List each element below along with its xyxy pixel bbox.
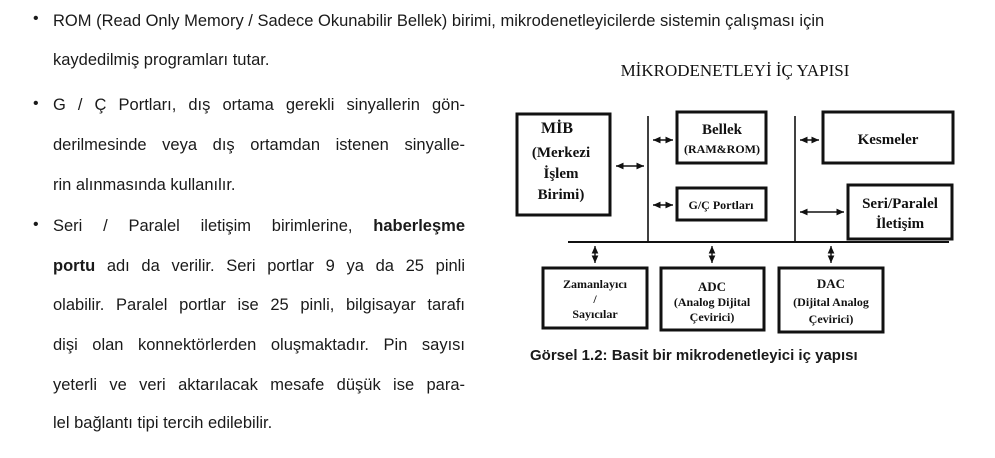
diagram-title: MİKRODENETLEYİ İÇ YAPISI bbox=[620, 61, 850, 80]
text-line: yeterli ve veri aktarılacak mesafe düşük ise para- bbox=[53, 376, 465, 394]
text-line: rin alınmasında kullanılır. bbox=[53, 176, 236, 194]
bellek-label: Bellek bbox=[702, 122, 742, 138]
figure-caption: Görsel 1.2: Basit bir mikrodenetleyici iç yapısı bbox=[530, 347, 858, 364]
dac-label: DAC bbox=[816, 276, 846, 291]
text-line: G / Ç Portları, dış ortama gerekli sinyallerin gön- bbox=[53, 96, 465, 114]
zamanlayici-label: Zamanlayıcı bbox=[562, 277, 628, 291]
microcontroller-diagram bbox=[505, 50, 975, 340]
bold-term: portu bbox=[53, 257, 96, 275]
zamanlayici-label: Sayıcılar bbox=[572, 307, 618, 321]
adc-label: Çevirici) bbox=[689, 310, 735, 324]
gc-label: G/Ç Portları bbox=[688, 198, 754, 212]
dac-label: Çevirici) bbox=[808, 312, 854, 326]
seri-paralel-label: İletişim bbox=[875, 216, 925, 232]
kesmeler-label: Kesmeler bbox=[857, 132, 919, 148]
text-span: Seri / Paralel iletişim birimlerine, bbox=[53, 217, 374, 235]
seri-paralel-label: Seri/Paralel bbox=[862, 196, 938, 212]
bullet-marker: • bbox=[33, 95, 39, 112]
mib-label: Birimi) bbox=[537, 187, 585, 203]
dac-label: (Dijital Analog bbox=[793, 295, 869, 309]
text-line bbox=[53, 256, 465, 276]
text-span: adı da verilir. Seri portlar 9 ya da 25 pinli bbox=[95, 257, 465, 275]
text-line bbox=[53, 216, 465, 236]
adc-label: (Analog Dijital bbox=[673, 295, 751, 309]
mib-label: İşlem bbox=[543, 166, 579, 182]
mib-label: (Merkezi bbox=[531, 145, 591, 161]
text-line: lel bağlantı tipi tercih edilebilir. bbox=[53, 414, 273, 432]
bellek-label: (RAM&ROM) bbox=[684, 142, 760, 156]
text-line: olabilir. Paralel portlar ise 25 pinli, bilgisayar tarafı bbox=[53, 296, 465, 314]
text-line: ROM (Read Only Memory / Sadece Okunabilir Bellek) birimi, mikrodenetleyicilerde sistemin çalışması için bbox=[53, 12, 825, 30]
text-line: kaydedilmiş programları tutar. bbox=[53, 51, 270, 69]
bullet-marker: • bbox=[33, 10, 39, 27]
zamanlayici-label: / bbox=[593, 292, 597, 306]
text-line: derilmesinde veya dış ortamdan istenen sinyalle- bbox=[53, 136, 465, 154]
bold-term: haberleşme bbox=[373, 217, 465, 235]
mib-label: MİB bbox=[541, 120, 573, 137]
text-line: dişi olan konnektörlerden oluşmaktadır. Pin sayısı bbox=[53, 336, 465, 354]
adc-label: ADC bbox=[697, 279, 727, 294]
bullet-marker: • bbox=[33, 216, 39, 233]
